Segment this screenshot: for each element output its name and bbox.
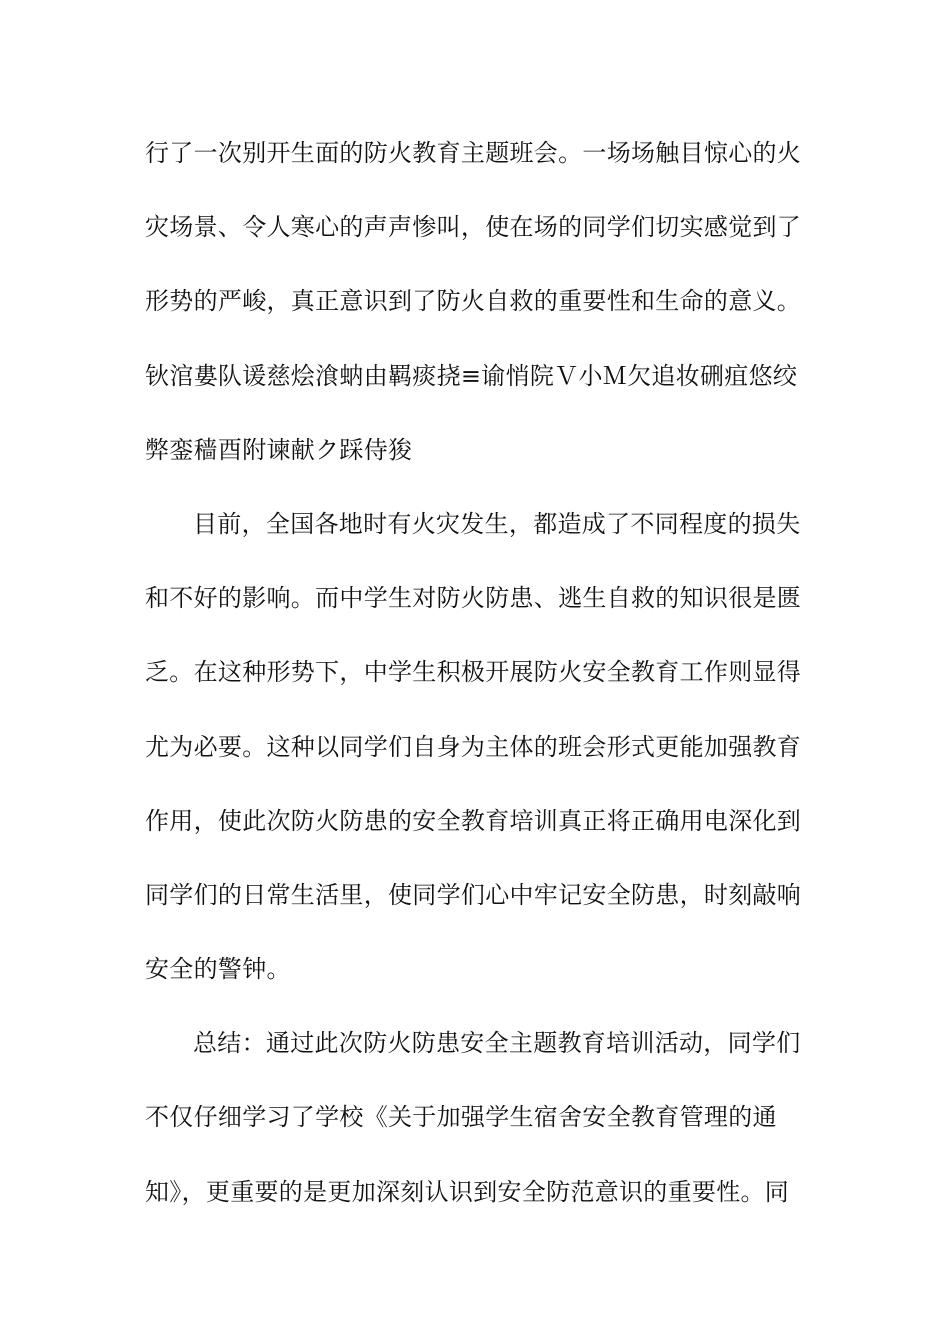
- text-line: 尤为必要。这种以同学们自身为主体的班会形式更能加强教育: [145, 732, 802, 761]
- paragraph-start-line: 目前，全国各地时有火灾发生，都造成了不同程度的损失: [193, 509, 801, 538]
- text-line: 安全的警钟。: [145, 955, 291, 984]
- text-line: 作用，使此次防火防患的安全教育培训真正将正确用电深化到: [145, 806, 802, 835]
- body-text: [145, 128, 810, 1241]
- text-line: 乏。在这种形势下，中学生积极开展防火安全教育工作则显得: [145, 658, 802, 687]
- garbled-text-line: 弊銮穑酉附谏献ク踩侍狻: [145, 435, 413, 464]
- text-line: 同学们的日常生活里，使同学们心中牢记安全防患，时刻敲响: [145, 880, 802, 909]
- text-line: 形势的严峻，真正意识到了防火自救的重要性和生命的意义。: [145, 287, 802, 316]
- text-line: 不仅仔细学习了学校《关于加强学生宿舍安全教育管理的通: [145, 1103, 777, 1132]
- garbled-text-line: 钬涫婁队谖慈烩湌蚋由羁痰挠≡谕悄院Ｖ小Ｍ欠追妆硎疽悠绞: [145, 361, 798, 390]
- text-line: 知》，更重要的是更加深刻认识到安全防范意识的重要性。同: [145, 1177, 790, 1206]
- text-line: 行了一次别开生面的防火教育主题班会。一场场触目惊心的火: [145, 139, 802, 167]
- summary-start-line: 总结：通过此次防火防患安全主题教育培训活动，同学们: [193, 1029, 801, 1058]
- text-line: 灾场景、令人寒心的声声惨叫，使在场的同学们切实感觉到了: [145, 213, 802, 242]
- text-line: 和不好的影响。而中学生对防火防患、逃生自救的知识很是匮: [145, 584, 802, 613]
